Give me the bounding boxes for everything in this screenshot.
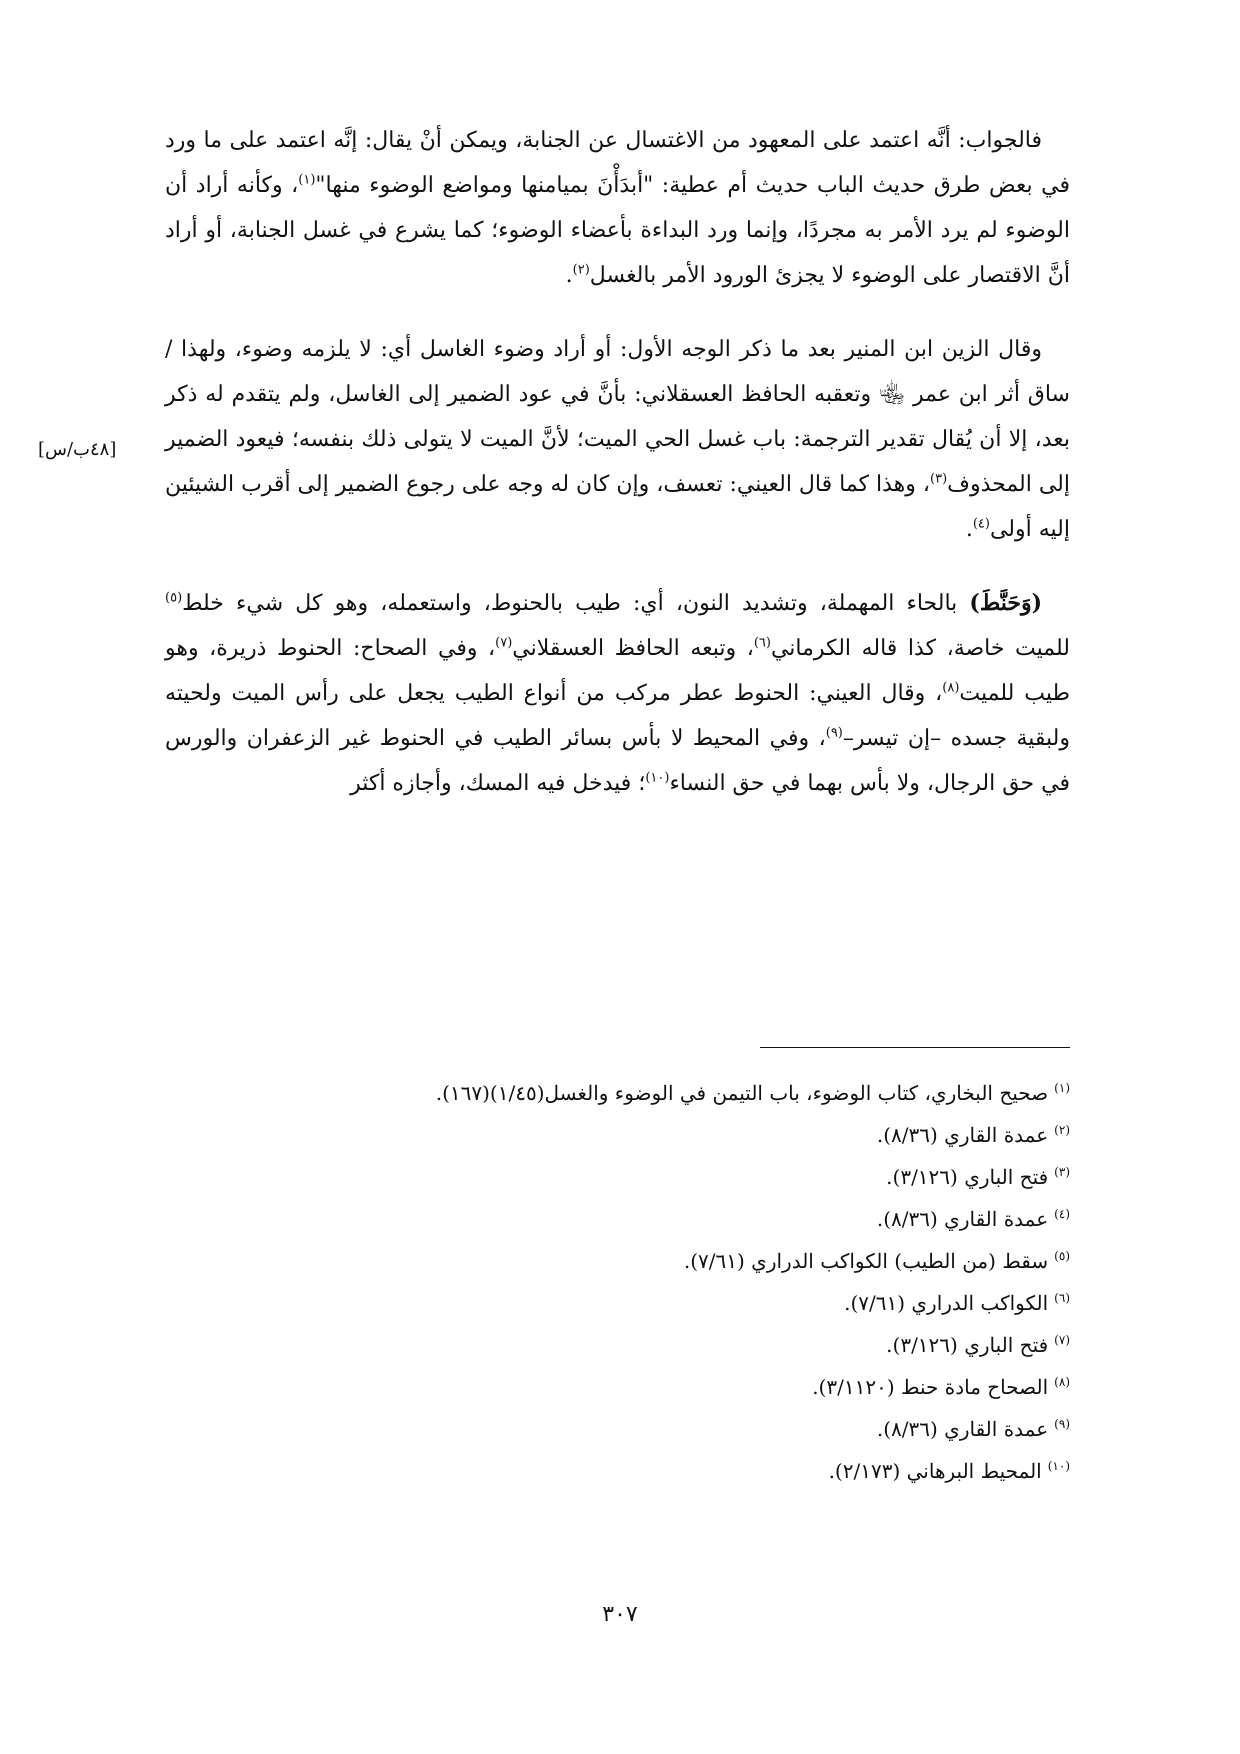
footnote-number: (٧) (1054, 1333, 1070, 1348)
footnote-number: (٦) (1054, 1291, 1070, 1306)
text-segment: ، وقال العيني: الحنوط عطر مركب من أنواع الطيب يجعل على رأس الميت ولحيته ولبقية جسده –إن تيسر– (165, 681, 1070, 751)
text-segment: وقال الزين ابن المنير بعد ما ذكر الوجه الأول: أو أراد وضوء الغاسل أي: لا يلزمه وضوء، ولهذا /ساق أثر ابن عمر ﵄ وتعقبه الحافظ العسقلاني: بأنَّ في عود الضمير إلى الغاسل، ولم يتقدم له ذكر بعد، إلا أن يُقال تقدير الترجمة: باب غسل الحي الميت؛ لأنَّ الميت لا يتولى ذلك بنفسه؛ فيعود الضمير إلى المحذوف (165, 337, 1070, 497)
text-segment: ، وكأنه أراد أن الوضوء لم يرد الأمر به مجردًا، وإنما ورد البداءة بأعضاء الوضوء؛ كما يشرع في غسل الجنابة، أو أراد أنَّ الاقتصار على الوضوء لا يجزئ الورود الأمر بالغسل (165, 173, 1070, 288)
footnote-separator (760, 1047, 1070, 1048)
footnote-reference: (٣) (930, 471, 948, 487)
footnote-number: (٩) (1054, 1417, 1070, 1432)
footnote-item (165, 1156, 1070, 1198)
footnote-number: (١٠) (1047, 1459, 1070, 1474)
text-segment: . (565, 263, 573, 288)
paragraph-1 (165, 118, 1070, 298)
footnote-number: (٨) (1054, 1375, 1070, 1390)
footnote-number: (٥) (1054, 1249, 1070, 1264)
text-segment: ؛ فيدخل فيه المسك، وأجازه أكثر (350, 771, 646, 796)
footnote-text: عمدة القاري (٨/٣٦). (876, 1417, 1049, 1441)
footnote-reference: (٥) (165, 590, 183, 606)
footnote-text: فتح الباري (٣/١٢٦). (886, 1165, 1049, 1189)
text-segment: ، وتبعه الحافظ العسقلاني (512, 636, 754, 661)
footnote-item (165, 1282, 1070, 1324)
footnote-item (165, 1240, 1070, 1282)
footnote-reference: (٧) (495, 635, 513, 651)
footnote-text: الصحاح مادة حنط (٣/١١٢٠). (812, 1375, 1049, 1399)
footnote-reference: (١) (298, 172, 316, 188)
footnote-reference: (١٠) (645, 770, 670, 786)
footnote-number: (٢) (1054, 1123, 1070, 1138)
footnote-reference: (٢) (572, 262, 590, 278)
footnotes-list (165, 1072, 1070, 1492)
paragraph-2 (165, 327, 1070, 552)
footnote-item (165, 1324, 1070, 1366)
footnote-text: صحيح البخاري، كتاب الوضوء، باب التيمن في الوضوء والغسل(١/٤٥)(١٦٧). (435, 1081, 1049, 1105)
footnote-reference: (٨) (942, 680, 960, 696)
text-segment: ، وهذا كما قال العيني: تعسف، وإن كان له وجه على رجوع الضمير إلى أقرب الشيئين إليه أولى (164, 472, 1070, 542)
footnote-item (165, 1114, 1070, 1156)
footnote-reference: (٦) (753, 635, 771, 651)
footnote-number: (١) (1054, 1081, 1070, 1096)
footnote-text: عمدة القاري (٨/٣٦). (876, 1207, 1049, 1231)
text-segment: . (965, 517, 973, 542)
footnote-item (165, 1450, 1070, 1492)
footnote-number: (٣) (1054, 1165, 1070, 1180)
main-text (165, 118, 1070, 806)
text-segment: ، وفي المحيط لا بأس بسائر الطيب في الحنوط غير الزعفران والورس في حق الرجال، ولا بأس بهما في حق النساء (165, 726, 1070, 796)
manuscript-folio-marker: [٤٨ب/س] (38, 439, 117, 460)
footnote-item (165, 1198, 1070, 1240)
text-segment: فالجواب: أنَّه اعتمد على المعهود من الاغتسال عن الجنابة، ويمكن أنْ يقال: إنَّه اعتمد على ما ورد في بعض طرق حديث الباب حديث أم عطية: "أبدَأْنَ بميامنها ومواضع الوضوء منها" (165, 128, 1070, 198)
footnote-item (165, 1072, 1070, 1114)
footnote-text: عمدة القاري (٨/٣٦). (876, 1123, 1049, 1147)
bold-term: (وَحَنَّطَ) (969, 590, 1042, 616)
text-segment: للميت خاصة، كذا قاله الكرماني (770, 636, 1071, 661)
footnote-text: الكواكب الدراري (٧/٦١). (844, 1291, 1049, 1315)
footnote-reference: (٤) (972, 516, 990, 532)
footnote-text: فتح الباري (٣/١٢٦). (886, 1333, 1049, 1357)
text-segment: بالحاء المهملة، وتشديد النون، أي: طيب بالحنوط، واستعمله، وهو كل شيء خلط (182, 591, 970, 616)
text-segment: ، وفي الصحاح: الحنوط ذريرة، وهو طيب للميت (165, 636, 1070, 706)
footnote-text: المحيط البرهاني (٢/١٧٣). (828, 1459, 1042, 1483)
footnote-number: (٤) (1054, 1207, 1070, 1222)
paragraph-3 (165, 581, 1070, 806)
footnote-item (165, 1408, 1070, 1450)
footnote-reference: (٩) (825, 725, 843, 741)
footnote-text: سقط (من الطيب) الكواكب الدراري (٧/٦١). (683, 1249, 1049, 1273)
page-number: ٣٠٧ (602, 1602, 638, 1627)
footnote-item (165, 1366, 1070, 1408)
